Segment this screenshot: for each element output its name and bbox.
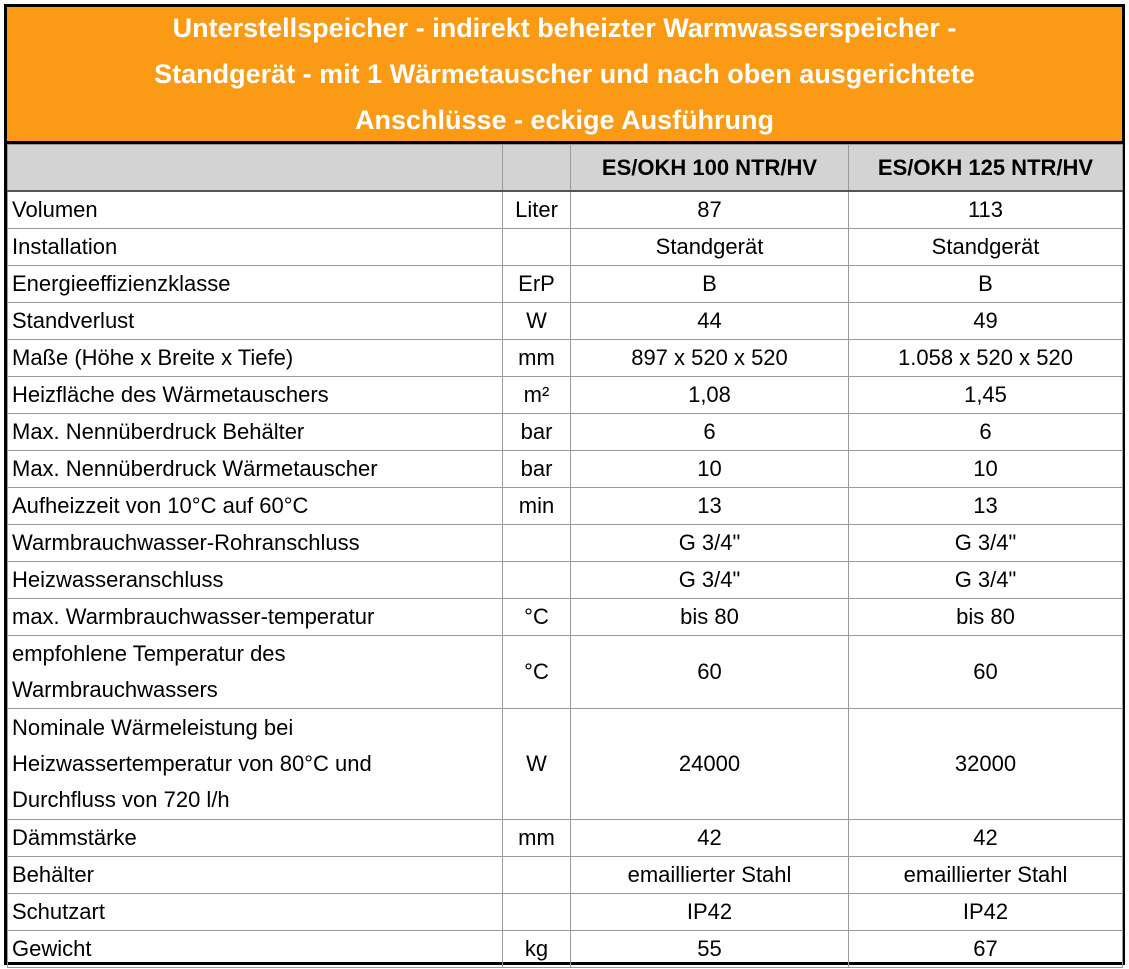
row-label: Gewicht bbox=[8, 931, 503, 968]
row-value-model-1: 87 bbox=[571, 191, 849, 229]
title-banner bbox=[7, 7, 1122, 144]
row-value-model-2: 32000 bbox=[849, 709, 1123, 820]
row-label: max. Warmbrauchwasser-temperatur bbox=[8, 599, 503, 636]
row-label: Heizfläche des Wärmetauschers bbox=[8, 377, 503, 414]
table-row bbox=[8, 229, 1123, 266]
table-body bbox=[8, 191, 1123, 968]
table-row bbox=[8, 340, 1123, 377]
table-row bbox=[8, 820, 1123, 857]
row-value-model-2: 6 bbox=[849, 414, 1123, 451]
row-value-model-2: 49 bbox=[849, 303, 1123, 340]
header-cell-model-2: ES/OKH 125 NTR/HV bbox=[849, 145, 1123, 192]
title-line: Anschlüsse - eckige Ausführung bbox=[354, 105, 775, 135]
row-value-model-1: emaillierter Stahl bbox=[571, 857, 849, 894]
row-label: Energieeffizienzklasse bbox=[8, 266, 503, 303]
row-unit: bar bbox=[503, 414, 571, 451]
table-row bbox=[8, 191, 1123, 229]
row-value-model-1: 13 bbox=[571, 488, 849, 525]
row-label-line: empfohlene Temperatur des bbox=[12, 641, 286, 666]
row-value-model-2: 67 bbox=[849, 931, 1123, 968]
row-value-model-2: G 3/4" bbox=[849, 562, 1123, 599]
row-label: Maße (Höhe x Breite x Tiefe) bbox=[8, 340, 503, 377]
row-label: Warmbrauchwasser-Rohranschluss bbox=[8, 525, 503, 562]
row-unit bbox=[503, 525, 571, 562]
title-line: Standgerät - mit 1 Wärmetauscher und nach oben ausgerichtete bbox=[154, 59, 975, 89]
row-value-model-1: 44 bbox=[571, 303, 849, 340]
row-unit: W bbox=[503, 709, 571, 820]
row-value-model-1: IP42 bbox=[571, 894, 849, 931]
row-label: Installation bbox=[8, 229, 503, 266]
row-label: Dämmstärke bbox=[8, 820, 503, 857]
row-value-model-1: 6 bbox=[571, 414, 849, 451]
row-label-line: Durchfluss von 720 l/h bbox=[12, 787, 230, 812]
row-value-model-1: B bbox=[571, 266, 849, 303]
row-label: Heizwasseranschluss bbox=[8, 562, 503, 599]
row-value-model-2: IP42 bbox=[849, 894, 1123, 931]
row-label: Behälter bbox=[8, 857, 503, 894]
row-unit: ErP bbox=[503, 266, 571, 303]
row-value-model-2: G 3/4" bbox=[849, 525, 1123, 562]
row-label-line: Nominale Wärmeleistung bei bbox=[12, 715, 294, 740]
row-unit bbox=[503, 894, 571, 931]
row-label: Max. Nennüberdruck Behälter bbox=[8, 414, 503, 451]
row-value-model-2: emaillierter Stahl bbox=[849, 857, 1123, 894]
row-value-model-1: G 3/4" bbox=[571, 525, 849, 562]
row-value-model-1: 1,08 bbox=[571, 377, 849, 414]
row-label: Schutzart bbox=[8, 894, 503, 931]
row-unit bbox=[503, 857, 571, 894]
row-value-model-2: 113 bbox=[849, 191, 1123, 229]
row-value-model-2: Standgerät bbox=[849, 229, 1123, 266]
table-row bbox=[8, 931, 1123, 968]
row-label: Max. Nennüberdruck Wärmetauscher bbox=[8, 451, 503, 488]
row-unit: min bbox=[503, 488, 571, 525]
spec-sheet bbox=[4, 4, 1125, 965]
row-value-model-1: bis 80 bbox=[571, 599, 849, 636]
row-label: Volumen bbox=[8, 191, 503, 229]
header-cell-model-1: ES/OKH 100 NTR/HV bbox=[571, 145, 849, 192]
row-value-model-2: 1,45 bbox=[849, 377, 1123, 414]
row-unit: W bbox=[503, 303, 571, 340]
table-header-row bbox=[8, 145, 1123, 192]
row-value-model-2: 1.058 x 520 x 520 bbox=[849, 340, 1123, 377]
row-value-model-1: 10 bbox=[571, 451, 849, 488]
table-row bbox=[8, 488, 1123, 525]
row-value-model-2: bis 80 bbox=[849, 599, 1123, 636]
row-value-model-1: 55 bbox=[571, 931, 849, 968]
table-row bbox=[8, 599, 1123, 636]
row-value-model-1: 60 bbox=[571, 636, 849, 709]
row-value-model-2: 60 bbox=[849, 636, 1123, 709]
row-value-model-2: 13 bbox=[849, 488, 1123, 525]
table-row bbox=[8, 377, 1123, 414]
row-unit bbox=[503, 229, 571, 266]
row-label: Aufheizzeit von 10°C auf 60°C bbox=[8, 488, 503, 525]
row-value-model-1: 42 bbox=[571, 820, 849, 857]
row-unit: Liter bbox=[503, 191, 571, 229]
row-unit: °C bbox=[503, 599, 571, 636]
table-row bbox=[8, 562, 1123, 599]
header-cell-unit bbox=[503, 145, 571, 192]
row-unit bbox=[503, 562, 571, 599]
row-label-line: Heizwassertemperatur von 80°C und bbox=[12, 751, 372, 776]
row-label bbox=[8, 636, 503, 709]
row-label: Standverlust bbox=[8, 303, 503, 340]
row-value-model-1: G 3/4" bbox=[571, 562, 849, 599]
row-value-model-2: 10 bbox=[849, 451, 1123, 488]
row-unit: mm bbox=[503, 340, 571, 377]
row-unit: kg bbox=[503, 931, 571, 968]
row-value-model-1: 897 x 520 x 520 bbox=[571, 340, 849, 377]
header-cell-label bbox=[8, 145, 503, 192]
table-row bbox=[8, 451, 1123, 488]
table-row bbox=[8, 414, 1123, 451]
table-row bbox=[8, 266, 1123, 303]
row-unit: mm bbox=[503, 820, 571, 857]
table-row bbox=[8, 709, 1123, 820]
table-row bbox=[8, 525, 1123, 562]
row-unit: bar bbox=[503, 451, 571, 488]
row-value-model-2: B bbox=[849, 266, 1123, 303]
row-unit: m² bbox=[503, 377, 571, 414]
row-label-line: Warmbrauchwassers bbox=[12, 677, 218, 702]
title-line: Unterstellspeicher - indirekt beheizter Warmwasserspeicher - bbox=[172, 13, 957, 43]
row-value-model-2: 42 bbox=[849, 820, 1123, 857]
row-label bbox=[8, 709, 503, 820]
table-row bbox=[8, 303, 1123, 340]
table-row bbox=[8, 894, 1123, 931]
spec-table bbox=[7, 144, 1123, 968]
table-row bbox=[8, 857, 1123, 894]
row-value-model-1: 24000 bbox=[571, 709, 849, 820]
table-row bbox=[8, 636, 1123, 709]
row-unit: °C bbox=[503, 636, 571, 709]
row-value-model-1: Standgerät bbox=[571, 229, 849, 266]
